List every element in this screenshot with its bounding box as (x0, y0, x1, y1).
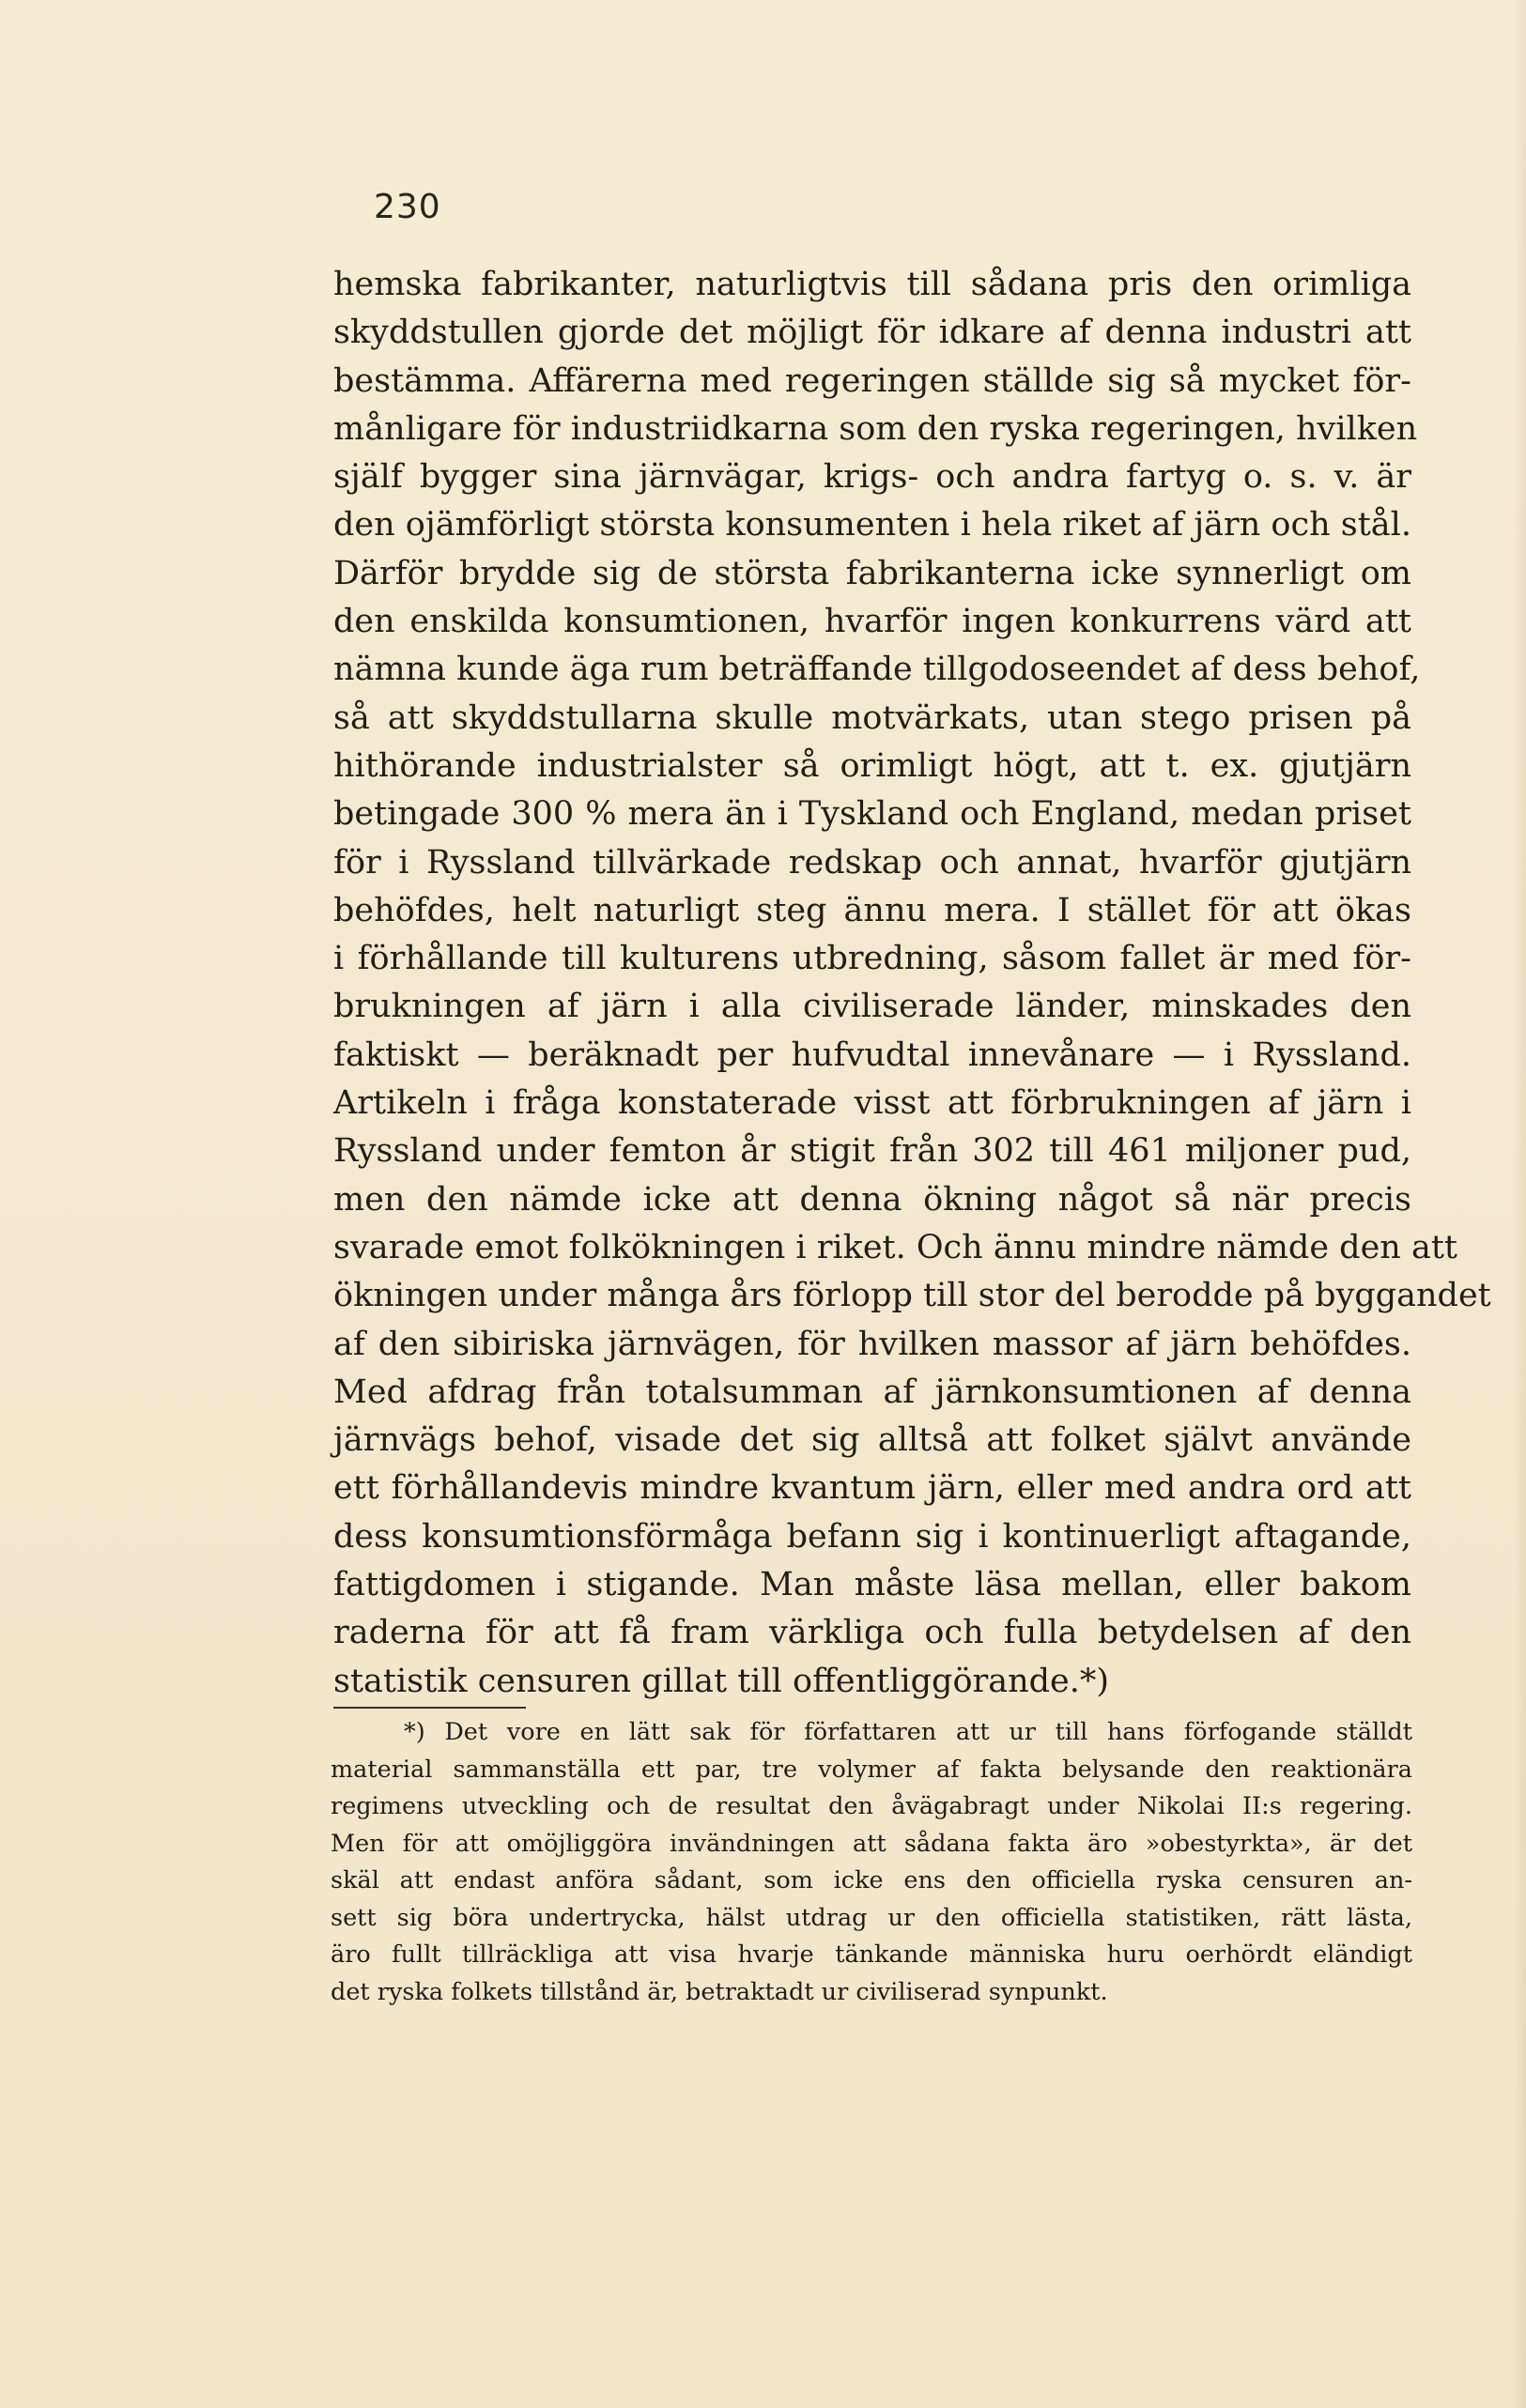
body-line: den ojämförligt största konsumenten i hela riket af järn och stål. (333, 506, 1411, 544)
footnote-line: skäl att endast anföra sådant, som icke ens den officiella ryska censuren an- (331, 1866, 1412, 1894)
body-line: ett förhållandevis mindre kvantum järn, eller med andra ord att (333, 1469, 1411, 1508)
body-line: dess konsumtionsförmåga befann sig i kontinuerligt aftagande, (333, 1517, 1411, 1556)
body-line: bestämma. Affärerna med regeringen ställde sig så mycket för- (333, 361, 1411, 400)
body-line: så att skyddstullarna skulle motvärkats, utan stego prisen på (333, 698, 1411, 737)
body-line: järnvägs behof, visade det sig alltså att folket självt använde (333, 1421, 1411, 1460)
body-line: ökningen under många års förlopp till stor del berodde på byggandet (333, 1277, 1491, 1315)
body-line: Med afdrag från totalsumman af järnkonsumtionen af denna (333, 1373, 1411, 1411)
body-line: betingade 300 % mera än i Tyskland och England, medan priset (333, 795, 1411, 834)
body-line: brukningen af järn i alla civiliserade länder, minskades den (333, 988, 1411, 1026)
body-line: hemska fabrikanter, naturligtvis till sådana pris den orimliga (333, 266, 1411, 303)
body-line: Därför brydde sig de största fabrikanterna icke synnerligt om (333, 554, 1411, 592)
body-line: den enskilda konsumtionen, hvarför ingen konkurrens värd att (333, 603, 1411, 641)
footnote-line: äro fullt tillräckliga att visa hvarje tänkande människa huru oerhördt eländigt (331, 1940, 1412, 1969)
footnote (331, 1714, 1412, 2011)
body-line: för i Ryssland tillvärkade redskap och annat, hvarför gjutjärn (333, 843, 1411, 882)
footnote-line: material sammanställa ett par, tre volymer af fakta belysande den reaktionära (331, 1755, 1412, 1784)
body-line: i förhållande till kulturens utbredning, såsom fallet är med för- (333, 940, 1411, 978)
body-line: nämna kunde äga rum beträffande tillgodoseendet af dess behof, (333, 651, 1421, 689)
body-line: raderna för att få fram värkliga och fulla betydelsen af den (333, 1614, 1411, 1652)
body-line: behöfdes, helt naturligt steg ännu mera. I stället för att ökas (333, 891, 1411, 929)
footnote-line: *) Det vore en lätt sak för författaren att ur till hans förfogande ställdt (404, 1718, 1412, 1746)
footnote-divider (333, 1707, 526, 1709)
body-line: fattigdomen i stigande. Man måste läsa mellan, eller bakom (333, 1566, 1411, 1604)
body-line: svarade emot folkökningen i riket. Och ännu mindre nämde den att (333, 1228, 1457, 1266)
body-line: Ryssland under femton år stigit från 302 till 461 miljoner pud, (333, 1132, 1411, 1171)
body-line: skyddstullen gjorde det möjligt för idkare af denna industri att (333, 314, 1411, 352)
footnote-line: sett sig böra undertrycka, hälst utdrag ur den officiella statistiken, rätt lästa, (331, 1903, 1412, 1932)
body-line: af den sibiriska järnvägen, för hvilken massor af järn behöfdes. (333, 1325, 1411, 1363)
footnote-line: regimens utveckling och de resultat den åvägabragt under Nikolai II:s regering. (331, 1792, 1412, 1820)
body-line: hithörande industrialster så orimligt högt, att t. ex. gjutjärn (333, 746, 1411, 785)
page-number: 230 (374, 188, 441, 226)
footnote-line: Men för att omöjliggöra invändningen att sådana fakta äro »obestyrkta», är det (331, 1829, 1412, 1858)
body-text (333, 261, 1491, 1706)
body-line: Artikeln i fråga konstaterade visst att förbrukningen af järn i (333, 1084, 1411, 1123)
body-line: själf bygger sina järnvägar, krigs- och andra fartyg o. s. v. är (333, 458, 1411, 497)
body-line: faktiskt — beräknadt per hufvudtal innevånare — i Ryssland. (333, 1035, 1411, 1074)
footnote-line: det ryska folkets tillstånd är, betraktadt ur civiliserad synpunkt. (331, 1977, 1108, 2006)
body-line: men den nämde icke att denna ökning något så när precis (333, 1180, 1411, 1219)
body-line: månligare för industriidkarna som den ryska regeringen, hvilken (333, 409, 1418, 448)
page-edge-shadow (1513, 0, 1526, 2408)
body-line: statistik censuren gillat till offentliggörande.*) (333, 1662, 1110, 1700)
